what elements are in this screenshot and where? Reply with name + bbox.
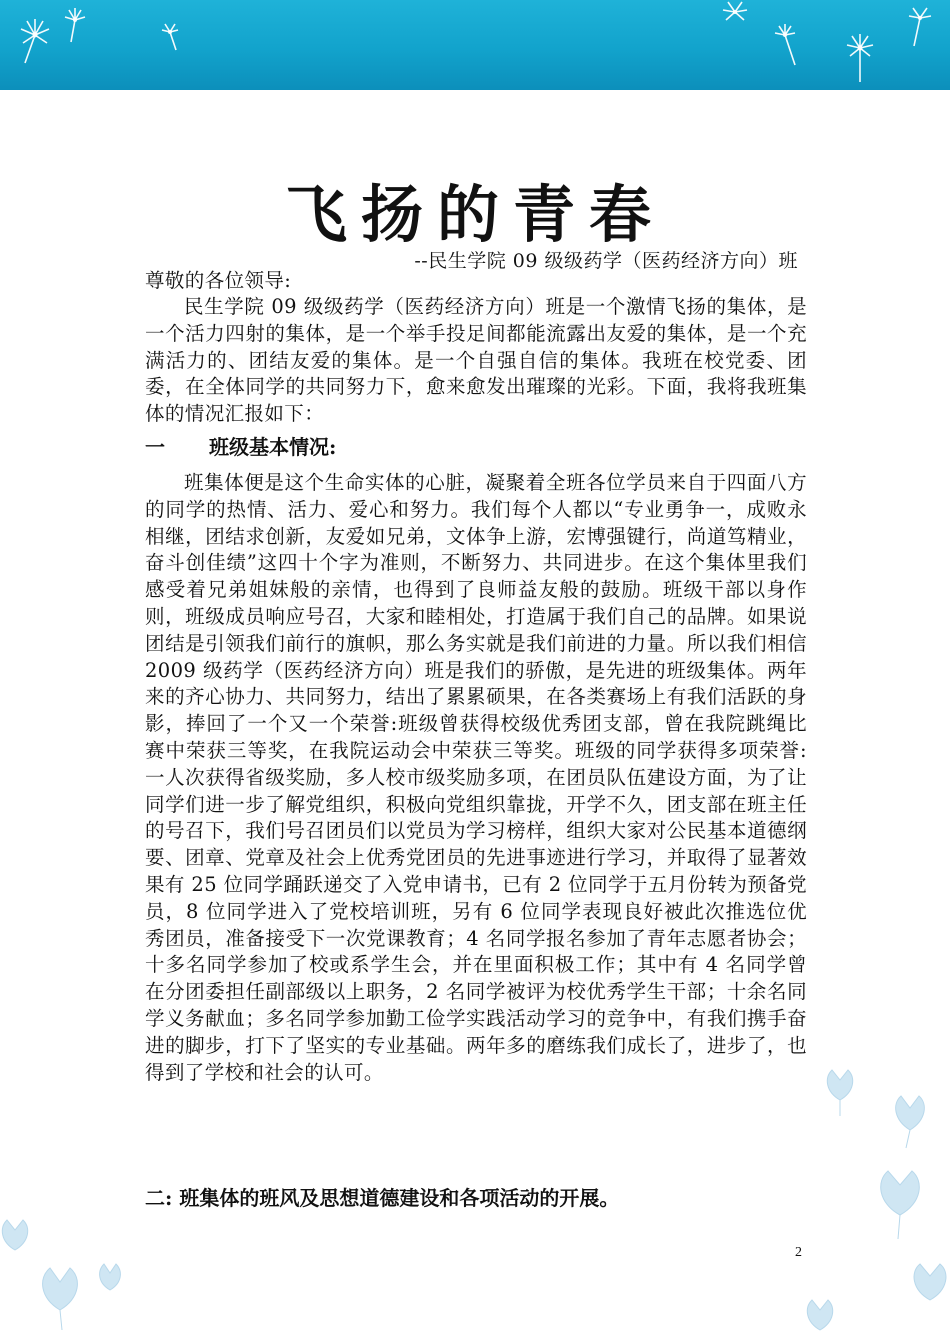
intro-paragraph: 民生学院 09 级级药学（医药经济方向）班是一个激情飞扬的集体，是一个活力四射的集体，是一个举手投足间都能流露出友爱的集体，是一个充满活力的、团结友爱的集体。是一个自强自信的集体。我班在校党委、团委，在全体同学的共同努力下，愈来愈发出璀璨的光彩。下面，我将我班集体的情况汇报如下： bbox=[145, 295, 807, 426]
page-number: 2 bbox=[795, 1245, 802, 1260]
section-heading-text: 班级基本情况: bbox=[209, 435, 337, 459]
dandelion-seed-icon bbox=[0, 0, 950, 90]
section-heading-2: 二: 班集体的班风及思想道德建设和各项活动的开展。 bbox=[145, 1186, 620, 1210]
header-banner bbox=[0, 0, 950, 90]
section-heading-1 bbox=[145, 432, 336, 462]
section-1-paragraph: 班集体便是这个生命实体的心脏，凝聚着全班各位学员来自于四面八方的同学的热情、活力、爱心和努力。我们每个人都以“专业勇争一，成败永相继，团结求创新，友爱如兄弟，文体争上游，宏博强键行，尚道笃精业，奋斗创佳绩”这四十个字为准则，不断努力、共同进步。在这个集体里我们感受着兄弟姐妹般的亲情，也得到了良师益友般的鼓励。班级干部以身作则，班级成员响应号召，大家和睦相处，打造属于我们自己的品牌。如果说团结是引领我们前行的旗帜，那么务实就是我们前进的力量。所以我们相信 2009 级药学（医药经济方向）班是我们的骄傲，是先进的班级集体。两年来的齐心协力、共同努力，结出了累累硕果，在各类赛场上有我们活跃的身影，捧回了一个又一个荣誉:班级曾获得校级优秀团支部，曾在我院跳绳比赛中荣获三等奖，在我院运动会中荣获三等奖。班级的同学获得多项荣誉: 一人次获得省级奖励，多人校市级奖励多项，在团员队伍建设方面，为了让同学们进一步了解党组织，积极向党组织靠拢，开学不久，团支部在班主任的号召下，我们号召团员们以党员为学习榜样，组织大家对公民基本道德纲要、团章、党章及社会上优秀党团员的先进事迹进行学习，并取得了显著效果有 25 位同学踊跃递交了入党申请书，已有 2 位同学于五月份转为预备党员，8 位同学进入了党校培训班，另有 6 位同学表现良好被此次推选位优秀团员，准备接受下一次党课教育；4 名同学报名参加了青年志愿者协会；十多名同学参加了校或系学生会，并在里面积极工作；其中有 4 名同学曾在分团委担任副部级以上职务，2 名同学被评为校优秀学生干部；十余名同学义务献血；多名同学参加勤工俭学实践活动学习的竞争中，有我们携手奋进的脚步，打下了坚实的专业基础。两年多的磨练我们成长了，进步了，也得到了学校和社会的认可。 bbox=[145, 471, 807, 1084]
page-title: 飞扬的青春 bbox=[284, 178, 665, 251]
section-number: 一 bbox=[145, 435, 165, 459]
salutation: 尊敬的各位领导: bbox=[145, 269, 292, 292]
page-subtitle: --民生学院 09 级级药学（医药经济方向）班 bbox=[414, 250, 798, 272]
